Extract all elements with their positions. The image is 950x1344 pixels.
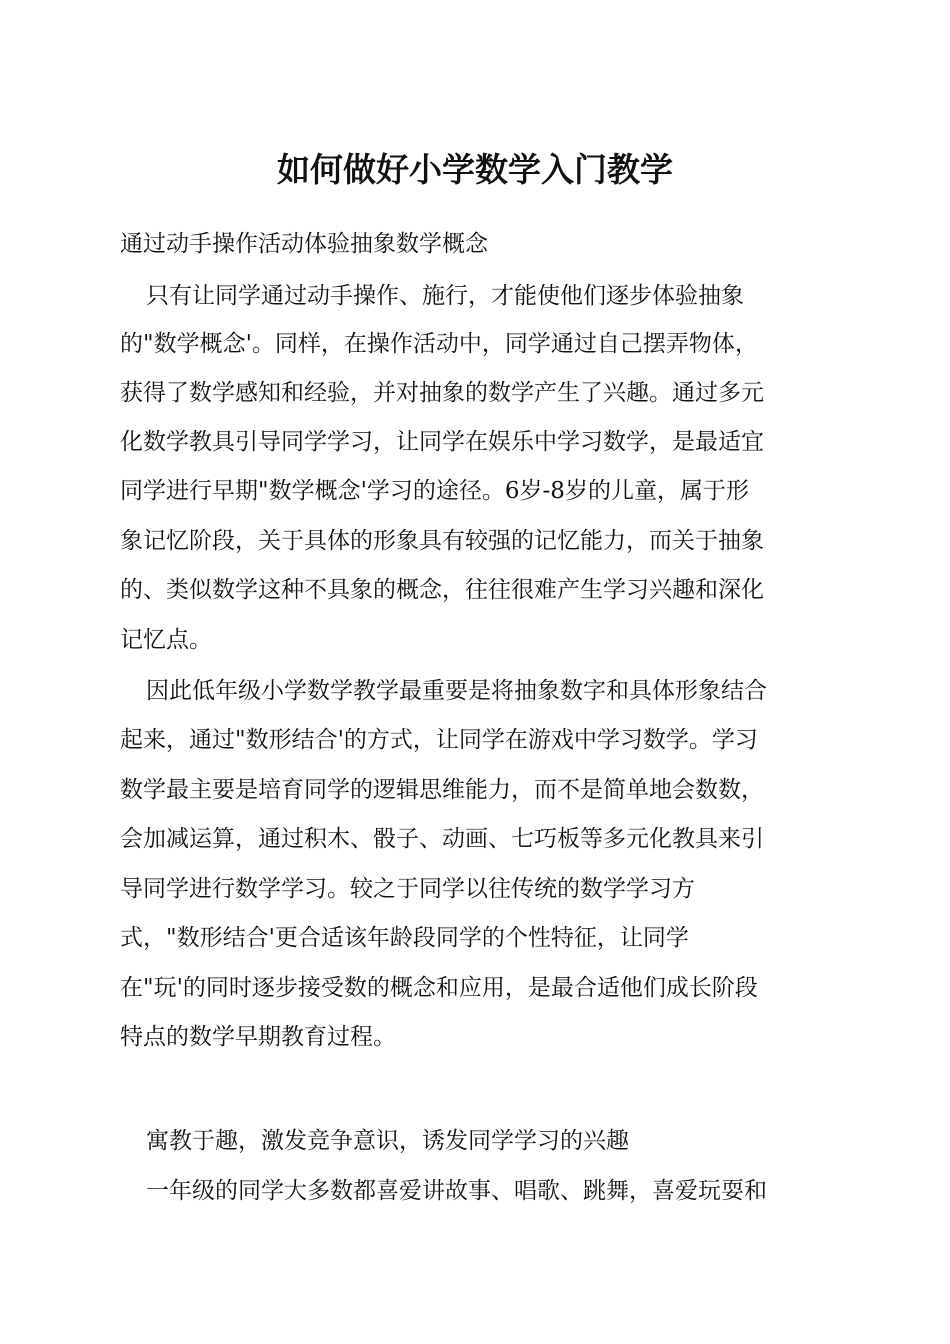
paragraph-line: 只有让同学通过动手操作、施行，才能使他们逐步体验抽象 <box>146 283 744 309</box>
paragraph-line: 的、类似数学这种不具象的概念，往往很难产生学习兴趣和深化 <box>120 577 764 603</box>
section-heading-2: 寓教于趣，激发竞争意识，诱发同学学习的兴趣 <box>146 1128 629 1154</box>
paragraph-line: 象记忆阶段，关于具体的形象具有较强的记忆能力，而关于抽象 <box>120 528 764 554</box>
paragraph-line: 同学进行早期"数学概念'学习的途径。6岁-8岁的儿童，属于形 <box>120 478 749 504</box>
paragraph-line: 一年级的同学大多数都喜爱讲故事、唱歌、跳舞，喜爱玩耍和 <box>146 1178 767 1204</box>
paragraph-line: 式，"数形结合'更合适该年龄段同学的个性特征，让同学 <box>120 925 689 951</box>
paragraph-line: 因此低年级小学数学教学最重要是将抽象数字和具体形象结合 <box>146 678 767 704</box>
section-heading-1: 通过动手操作活动体验抽象数学概念 <box>120 231 488 257</box>
paragraph-line: 数学最主要是培育同学的逻辑思维能力，而不是简单地会数数， <box>120 777 764 803</box>
paragraph-line: 的"数学概念'。同样，在操作活动中，同学通过自己摆弄物体， <box>120 331 758 357</box>
paragraph-line: 起来，通过"数形结合'的方式，让同学在游戏中学习数学。学习 <box>120 727 758 753</box>
paragraph-line: 导同学进行数学学习。较之于同学以往传统的数学学习方 <box>120 876 695 902</box>
paragraph-line: 在"玩'的同时逐步接受数的概念和应用，是最合适他们成长阶段 <box>120 975 758 1001</box>
paragraph-line: 会加减运算，通过积木、骰子、动画、七巧板等多元化教具来引 <box>120 826 764 852</box>
paragraph-line: 获得了数学感知和经验，并对抽象的数学产生了兴趣。通过多元 <box>120 380 764 406</box>
document-title: 如何做好小学数学入门教学 <box>277 150 673 189</box>
paragraph-line: 特点的数学早期教育过程。 <box>120 1024 396 1050</box>
paragraph-line: 化数学教具引导同学学习，让同学在娱乐中学习数学，是最适宜 <box>120 429 764 455</box>
paragraph-line: 记忆点。 <box>120 627 212 653</box>
